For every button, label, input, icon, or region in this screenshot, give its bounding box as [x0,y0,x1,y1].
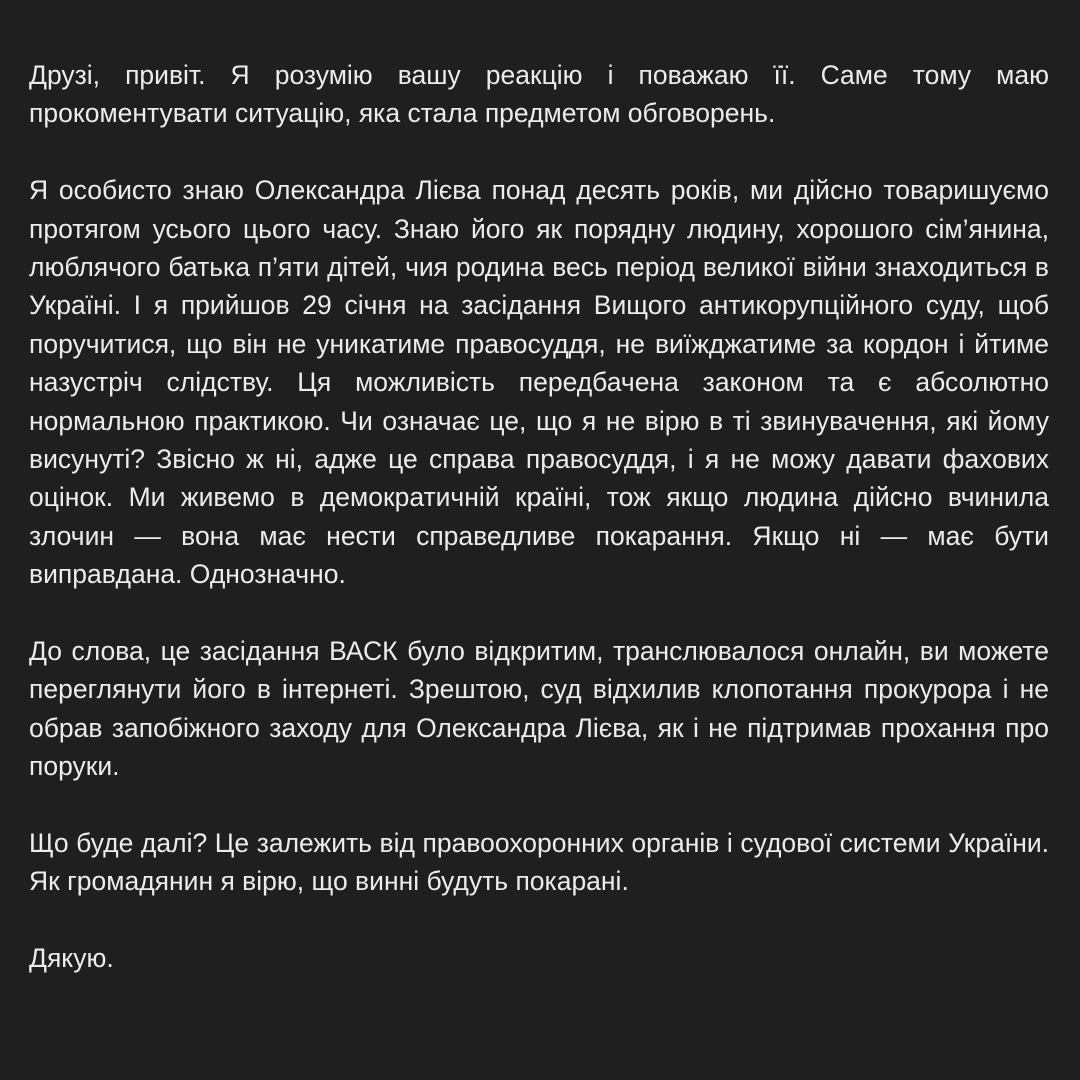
paragraph-court-hearing: До слова, це засідання ВАСК було відкритим, транслювалося онлайн, ви можете переглянути його в інтернеті. Зрештою, суд відхилив клопотання прокурора і не обрав запобіжного заходу для Олександра Лієва, як і не підтримав прохання про поруки. [29,636,1049,782]
paragraph-personal-statement: Я особисто знаю Олександра Лієва понад десять років, ми дійсно товаришуємо протягом усього цього часу. Знаю його як порядну людину, хорошого сім’янина, люблячого батька п’яти дітей, чия родина весь період великої війни знаходиться в Україні. І я прийшов 29 січня на засідання Вищого антикорупційного суду, щоб поручитися, що він не уникатиме правосуддя, не виїжджатиме за кордон і йтиме назустріч слідству. Ця можливість передбачена законом та є абсолютно нормальною практикою. Чи означає це, що я не вірю в ті звинувачення, які йому висунуті? Звісно ж ні, адже це справа правосуддя, і я не можу давати фахових оцінок. Ми живемо в демократичній країні, тож якщо людина дійсно вчинила злочин — вона має нести справедливе покарання. Якщо ні — має бути виправдана. Однозначно. [29,175,1049,590]
paragraph-greeting: Друзі, привіт. Я розумію вашу реакцію і поважаю її. Саме тому маю прокоментувати ситуацію, яка стала предметом обговорень. [29,60,1049,129]
paragraph-what-next: Що буде далі? Це залежить від правоохоронних органів і судової системи України. Як громадянин я вірю, що винні будуть покарані. [29,828,1049,897]
paragraph-thanks: Дякую. [29,943,114,974]
